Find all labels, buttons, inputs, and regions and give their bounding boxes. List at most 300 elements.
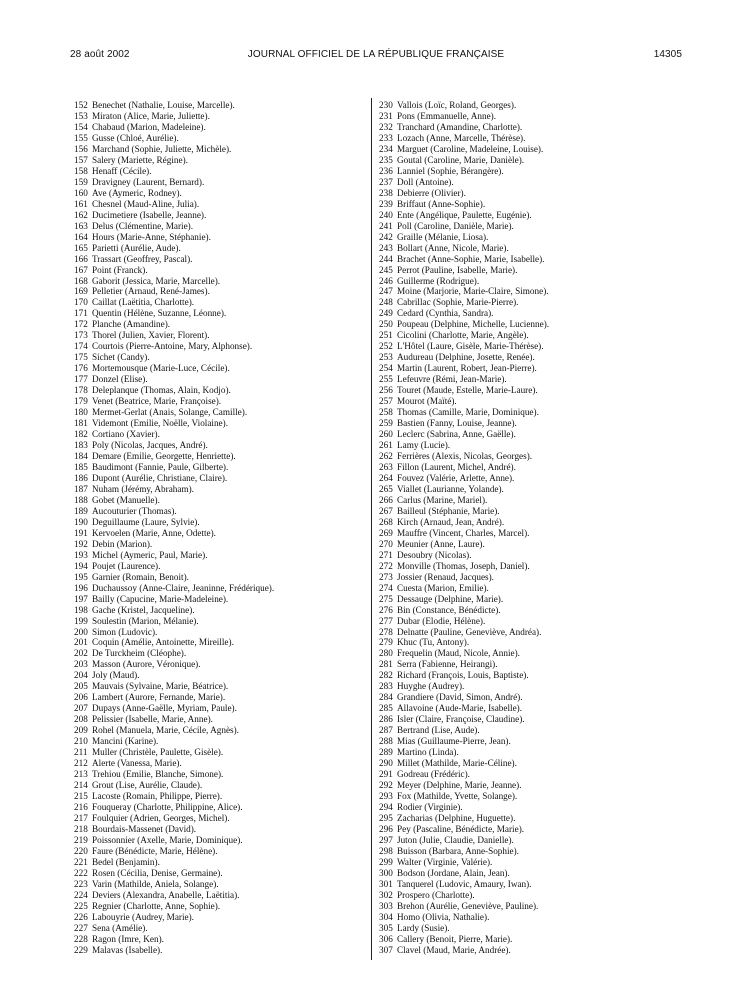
entry-name: Benechet (Nathalie, Louise, Marcelle). xyxy=(92,100,235,110)
list-item xyxy=(74,769,374,780)
entry-name: Ragon (Imre, Ken). xyxy=(92,933,164,944)
entry-name: Lardy (Susie). xyxy=(397,922,450,933)
entry-number: 296 xyxy=(379,823,393,834)
entry-number: 268 xyxy=(379,516,393,527)
entry-number: 292 xyxy=(379,780,393,791)
list-item xyxy=(379,539,679,550)
list-item xyxy=(74,572,374,583)
list-item xyxy=(379,297,679,308)
entry-name: Fox (Mathilde, Yvette, Solange). xyxy=(397,791,518,802)
entry-name: Cuesta (Marion, Emilie). xyxy=(397,582,489,593)
entry-number: 287 xyxy=(379,725,393,736)
journal-title: JOURNAL OFFICIEL DE LA RÉPUBLIQUE FRANÇAISE xyxy=(247,49,505,60)
entry-name: Simon (Ludovic). xyxy=(92,626,158,637)
list-item xyxy=(379,550,679,561)
list-item xyxy=(74,868,374,879)
entry-number: 302 xyxy=(379,889,393,900)
entry-name: Joly (Maud). xyxy=(92,670,140,681)
entry-name: Serra (Fabienne, Heirangi). xyxy=(397,659,498,670)
entry-name: Huyghe (Audrey). xyxy=(397,681,465,692)
entry-number: 204 xyxy=(74,670,88,681)
entry-number: 299 xyxy=(379,856,393,867)
list-item xyxy=(379,352,679,363)
entry-name: Ferrières (Alexis, Nicolas, Georges). xyxy=(397,451,533,461)
entry-name: Vallois (Loïc, Roland, Georges). xyxy=(397,100,517,110)
list-item xyxy=(379,341,679,352)
entry-name: Garnier (Romain, Benoit). xyxy=(92,571,189,582)
page-header xyxy=(70,49,682,63)
list-item xyxy=(379,912,679,923)
entry-number: 277 xyxy=(379,615,393,626)
entry-number: 260 xyxy=(379,429,393,440)
left-column-list xyxy=(74,100,374,956)
entry-number: 263 xyxy=(379,461,393,472)
entry-name: Kervoelen (Marie, Anne, Odette). xyxy=(92,527,216,538)
entry-number: 283 xyxy=(379,681,393,692)
entry-name: Deguillaume (Laure, Sylvie). xyxy=(92,516,200,527)
entry-number: 183 xyxy=(74,440,88,451)
entry-number: 291 xyxy=(379,769,393,780)
entry-number: 191 xyxy=(74,527,88,538)
entry-number: 185 xyxy=(74,461,88,472)
list-item xyxy=(379,221,679,232)
list-item xyxy=(379,199,679,210)
list-item xyxy=(74,155,374,166)
entry-number: 300 xyxy=(379,867,393,878)
entry-number: 172 xyxy=(74,319,88,330)
entry-number: 284 xyxy=(379,692,393,703)
entry-name: Debierre (Olivier). xyxy=(397,187,466,198)
entry-number: 194 xyxy=(74,560,88,571)
entry-name: Richard (François, Louis, Baptiste). xyxy=(397,670,529,681)
entry-number: 201 xyxy=(74,637,88,648)
entry-name: Rodier (Virginie). xyxy=(397,802,463,812)
entry-name: Leclerc (Sabrina, Anne, Gaëlle). xyxy=(397,429,516,440)
entry-number: 241 xyxy=(379,220,393,231)
entry-name: Parietti (Aurélie, Aude). xyxy=(92,242,181,253)
entry-number: 198 xyxy=(74,604,88,615)
list-item xyxy=(379,210,679,221)
entry-number: 182 xyxy=(74,429,88,440)
entry-number: 275 xyxy=(379,593,393,604)
entry-name: Miraton (Alice, Marie, Juliette). xyxy=(92,110,210,121)
list-item xyxy=(74,276,374,287)
list-item xyxy=(379,517,679,528)
list-item xyxy=(379,177,679,188)
entry-number: 265 xyxy=(379,483,393,494)
entry-number: 247 xyxy=(379,286,393,297)
entry-name: Gobet (Manuelle). xyxy=(92,494,160,505)
entry-number: 189 xyxy=(74,505,88,516)
entry-number: 303 xyxy=(379,900,393,911)
entry-name: Bastien (Fanny, Louise, Jeanne). xyxy=(397,418,517,429)
entry-number: 255 xyxy=(379,374,393,385)
entry-number: 270 xyxy=(379,538,393,549)
entry-number: 202 xyxy=(74,648,88,659)
list-item xyxy=(379,429,679,440)
entry-number: 212 xyxy=(74,758,88,769)
entry-name: Dupays (Anne-Gaëlle, Myriam, Paule). xyxy=(92,703,237,714)
entry-name: Ente (Angélique, Paulette, Eugénie). xyxy=(397,209,532,220)
entry-name: Demare (Emilie, Georgette, Henriette). xyxy=(92,451,236,461)
list-item xyxy=(74,297,374,308)
entry-number: 238 xyxy=(379,187,393,198)
list-item xyxy=(379,396,679,407)
entry-name: Lamy (Lucie). xyxy=(397,440,451,451)
entry-name: Gaborit (Jessica, Marie, Marcelle). xyxy=(92,275,221,286)
list-item xyxy=(74,133,374,144)
list-item xyxy=(74,879,374,890)
entry-name: Dupont (Aurélie, Christiane, Claire). xyxy=(92,472,228,483)
entry-number: 174 xyxy=(74,341,88,352)
entry-name: Pey (Pascaline, Bénédicte, Marie). xyxy=(397,823,525,834)
entry-number: 162 xyxy=(74,209,88,220)
list-item xyxy=(379,232,679,243)
entry-name: Thorel (Julien, Xavier, Florent). xyxy=(92,330,210,341)
entry-number: 273 xyxy=(379,571,393,582)
entry-name: Mancini (Karine). xyxy=(92,736,159,747)
entry-name: Labouyrie (Audrey, Marie). xyxy=(92,911,194,922)
entry-name: Homo (Olivia, Nathalie). xyxy=(397,911,490,922)
list-item xyxy=(74,100,374,111)
entry-number: 196 xyxy=(74,582,88,593)
list-item xyxy=(379,703,679,714)
entry-number: 164 xyxy=(74,231,88,242)
entry-number: 272 xyxy=(379,560,393,571)
list-item xyxy=(74,265,374,276)
list-item xyxy=(74,824,374,835)
list-item xyxy=(74,462,374,473)
entry-number: 152 xyxy=(74,100,88,110)
entry-name: Bin (Constance, Bénédicte). xyxy=(397,604,501,615)
list-item xyxy=(379,440,679,451)
list-item xyxy=(379,594,679,605)
entry-number: 276 xyxy=(379,604,393,615)
entry-name: Donzel (Elise). xyxy=(92,374,148,385)
entry-number: 170 xyxy=(74,297,88,308)
entry-number: 226 xyxy=(74,911,88,922)
entry-number: 161 xyxy=(74,198,88,209)
list-item xyxy=(379,495,679,506)
entry-name: Pelletier (Arnaud, René-James). xyxy=(92,286,210,297)
list-item xyxy=(74,221,374,232)
entry-name: Aucouturier (Thomas). xyxy=(92,505,177,516)
entry-name: Meunier (Anne, Laure). xyxy=(397,538,485,549)
entry-name: Tanquerel (Ludovic, Amaury, Iwan). xyxy=(397,878,532,889)
entry-name: Mortemousque (Marie-Luce, Cécile). xyxy=(92,363,230,374)
entry-number: 274 xyxy=(379,582,393,593)
entry-number: 211 xyxy=(74,747,88,758)
list-item xyxy=(379,155,679,166)
entry-number: 286 xyxy=(379,714,393,725)
entry-number: 215 xyxy=(74,791,88,802)
entry-name: Marchand (Sophie, Juliette, Michèle). xyxy=(92,143,232,154)
entry-number: 227 xyxy=(74,922,88,933)
entry-name: Audureau (Delphine, Josette, Renée). xyxy=(397,352,535,363)
list-item xyxy=(74,254,374,265)
entry-name: Foulquier (Adrien, Georges, Michel). xyxy=(92,812,230,823)
entry-name: Muller (Christèle, Paulette, Gisèle). xyxy=(92,747,224,758)
list-item xyxy=(379,868,679,879)
entry-number: 180 xyxy=(74,407,88,418)
list-item xyxy=(379,188,679,199)
entry-name: Malavas (Isabelle). xyxy=(92,944,163,955)
list-item xyxy=(74,418,374,429)
entry-name: Moine (Marjorie, Marie-Claire, Simone). xyxy=(397,286,549,297)
entry-name: Millet (Mathilde, Marie-Céline). xyxy=(397,758,517,769)
entry-name: L'Hôtel (Laure, Gisèle, Marie-Thérèse). xyxy=(397,341,544,352)
entry-number: 266 xyxy=(379,494,393,505)
column-divider xyxy=(371,98,372,960)
list-item xyxy=(379,605,679,616)
list-item xyxy=(74,166,374,177)
entry-name: Ave (Aymeric, Rodney). xyxy=(92,187,182,198)
entry-number: 306 xyxy=(379,933,393,944)
entry-number: 154 xyxy=(74,121,88,132)
entry-name: Clavel (Maud, Marie, Andrée). xyxy=(397,944,511,955)
list-item xyxy=(379,286,679,297)
entry-name: Gusse (Chloé, Aurélie). xyxy=(92,132,179,143)
list-item xyxy=(379,254,679,265)
list-item xyxy=(74,319,374,330)
entry-number: 219 xyxy=(74,834,88,845)
entry-number: 153 xyxy=(74,110,88,121)
entry-name: Sena (Amélie). xyxy=(92,922,148,933)
entry-number: 267 xyxy=(379,505,393,516)
entry-name: Delus (Clémentine, Marie). xyxy=(92,220,194,231)
entry-number: 282 xyxy=(379,670,393,681)
entry-name: Monville (Thomas, Joseph, Daniel). xyxy=(397,560,530,571)
entry-number: 216 xyxy=(74,802,88,812)
list-item xyxy=(379,418,679,429)
entry-name: Caillat (Laëtitia, Charlotte). xyxy=(92,297,195,308)
entry-number: 193 xyxy=(74,549,88,560)
entry-number: 256 xyxy=(379,385,393,396)
entry-number: 166 xyxy=(74,253,88,264)
entry-name: Bourdais-Massenet (David). xyxy=(92,823,197,834)
list-item xyxy=(74,945,374,956)
entry-number: 199 xyxy=(74,615,88,626)
entry-name: Cedard (Cynthia, Sandra). xyxy=(397,308,494,319)
list-item xyxy=(74,681,374,692)
list-item xyxy=(74,429,374,440)
entry-number: 239 xyxy=(379,198,393,209)
entry-name: Varin (Mathilde, Aniela, Solange). xyxy=(92,878,219,889)
entry-number: 195 xyxy=(74,571,88,582)
entry-number: 246 xyxy=(379,275,393,286)
entry-name: Touret (Maude, Estelle, Marie-Laure). xyxy=(397,385,538,396)
entry-number: 262 xyxy=(379,451,393,461)
entry-number: 244 xyxy=(379,253,393,264)
entry-number: 307 xyxy=(379,944,393,955)
entry-number: 281 xyxy=(379,659,393,670)
entry-name: Rosen (Cécilia, Denise, Germaine). xyxy=(92,867,223,878)
entry-number: 293 xyxy=(379,791,393,802)
entry-number: 206 xyxy=(74,692,88,703)
entry-number: 290 xyxy=(379,758,393,769)
entry-number: 214 xyxy=(74,780,88,791)
list-item xyxy=(379,243,679,254)
entry-number: 249 xyxy=(379,308,393,319)
entry-number: 175 xyxy=(74,352,88,363)
list-item xyxy=(74,923,374,934)
list-item xyxy=(74,407,374,418)
entry-number: 178 xyxy=(74,385,88,396)
entry-name: Brachet (Anne-Sophie, Marie, Isabelle). xyxy=(397,253,545,264)
entry-number: 297 xyxy=(379,834,393,845)
entry-number: 184 xyxy=(74,451,88,461)
entry-name: Hours (Marie-Anne, Stéphanie). xyxy=(92,231,211,242)
entry-number: 168 xyxy=(74,275,88,286)
entry-number: 264 xyxy=(379,472,393,483)
entry-number: 188 xyxy=(74,494,88,505)
list-item xyxy=(74,901,374,912)
list-item xyxy=(379,659,679,670)
entry-number: 217 xyxy=(74,812,88,823)
entry-name: Martin (Laurent, Robert, Jean-Pierre). xyxy=(397,363,537,374)
entry-name: Rohel (Manuela, Marie, Cécile, Agnès). xyxy=(92,725,239,736)
entry-number: 163 xyxy=(74,220,88,231)
list-item xyxy=(74,594,374,605)
entry-number: 181 xyxy=(74,418,88,429)
entry-name: Videmont (Emilie, Noëlle, Violaine). xyxy=(92,418,228,429)
entry-name: Goutal (Caroline, Marie, Danièle). xyxy=(397,154,525,165)
entry-name: Tranchard (Amandine, Charlotte). xyxy=(397,121,523,132)
entry-number: 165 xyxy=(74,242,88,253)
entry-name: Salery (Mariette, Régine). xyxy=(92,154,188,165)
list-item xyxy=(379,791,679,802)
entry-number: 225 xyxy=(74,900,88,911)
entry-name: Soulestin (Marion, Mélanie). xyxy=(92,615,199,626)
list-item xyxy=(379,144,679,155)
entry-name: Poupeau (Delphine, Michelle, Lucienne). xyxy=(397,319,550,330)
entry-number: 158 xyxy=(74,165,88,176)
entry-number: 179 xyxy=(74,396,88,407)
list-item xyxy=(74,363,374,374)
list-item xyxy=(379,846,679,857)
entry-name: Masson (Aurore, Véronique). xyxy=(92,659,201,670)
entry-name: Bailly (Capucine, Marie-Madeleine). xyxy=(92,593,229,604)
entry-number: 280 xyxy=(379,648,393,659)
entry-name: Briffaut (Anne-Sophie). xyxy=(397,198,486,209)
entry-number: 155 xyxy=(74,132,88,143)
entry-name: Michel (Aymeric, Paul, Marie). xyxy=(92,549,208,560)
entry-name: Faure (Bénédicte, Marie, Hélène). xyxy=(92,845,218,856)
entry-number: 221 xyxy=(74,856,88,867)
entry-number: 173 xyxy=(74,330,88,341)
list-item xyxy=(379,308,679,319)
list-item xyxy=(379,561,679,572)
entry-number: 289 xyxy=(379,747,393,758)
entry-name: Trehiou (Emilie, Blanche, Simone). xyxy=(92,769,224,780)
entry-number: 208 xyxy=(74,714,88,725)
list-item xyxy=(74,243,374,254)
entry-name: Deviers (Alexandra, Anabelle, Laëtitia). xyxy=(92,889,240,900)
entry-name: Point (Franck). xyxy=(92,264,148,275)
list-item xyxy=(74,747,374,758)
list-item xyxy=(379,583,679,594)
entry-number: 259 xyxy=(379,418,393,429)
list-item xyxy=(379,890,679,901)
page-number: 14305 xyxy=(653,49,682,60)
list-item xyxy=(74,484,374,495)
entry-name: Bertrand (Lise, Aude). xyxy=(397,725,480,736)
entry-name: Brehon (Aurélie, Geneviève, Pauline). xyxy=(397,900,539,911)
entry-name: Trassart (Geoffrey, Pascal). xyxy=(92,253,193,264)
entry-number: 279 xyxy=(379,637,393,648)
entry-number: 304 xyxy=(379,911,393,922)
list-item xyxy=(379,901,679,912)
entry-number: 235 xyxy=(379,154,393,165)
list-item xyxy=(379,374,679,385)
list-item xyxy=(379,670,679,681)
list-item xyxy=(74,648,374,659)
entry-name: Lanniel (Sophie, Bérangère). xyxy=(397,165,504,176)
entry-name: Bollart (Anne, Nicole, Marie). xyxy=(397,242,509,253)
list-item xyxy=(379,166,679,177)
entry-number: 230 xyxy=(379,100,393,110)
entry-number: 301 xyxy=(379,878,393,889)
entry-name: Lambert (Aurore, Fernande, Marie). xyxy=(92,692,226,703)
list-item xyxy=(379,506,679,517)
list-item xyxy=(74,583,374,594)
entry-number: 257 xyxy=(379,396,393,407)
entry-number: 278 xyxy=(379,626,393,637)
entry-number: 205 xyxy=(74,681,88,692)
list-item xyxy=(74,111,374,122)
list-item xyxy=(74,714,374,725)
list-item xyxy=(379,122,679,133)
entry-name: Doll (Antoine). xyxy=(397,176,454,187)
list-item xyxy=(379,879,679,890)
entry-name: Grout (Lise, Aurélie, Claude). xyxy=(92,780,203,791)
list-item xyxy=(74,199,374,210)
list-item xyxy=(379,330,679,341)
list-item xyxy=(74,802,374,813)
list-item xyxy=(74,440,374,451)
list-item xyxy=(379,835,679,846)
entry-name: Pons (Emmanuelle, Anne). xyxy=(397,110,497,121)
list-item xyxy=(379,945,679,956)
entry-number: 220 xyxy=(74,845,88,856)
entry-name: Godreau (Frédéric). xyxy=(397,769,470,780)
list-item xyxy=(74,385,374,396)
entry-name: Perrot (Pauline, Isabelle, Marie). xyxy=(397,264,518,275)
list-item xyxy=(379,363,679,374)
entry-name: Chesnel (Maud-Aline, Julia). xyxy=(92,198,200,209)
list-item xyxy=(379,572,679,583)
entry-number: 207 xyxy=(74,703,88,714)
list-item xyxy=(74,232,374,243)
entry-name: Sichet (Candy). xyxy=(92,352,150,363)
list-item xyxy=(379,923,679,934)
list-item xyxy=(379,407,679,418)
entry-name: Marguet (Caroline, Madeleine, Louise). xyxy=(397,143,544,154)
entry-name: Kirch (Arnaud, Jean, André). xyxy=(397,516,505,527)
list-item xyxy=(74,725,374,736)
entry-name: Martino (Linda). xyxy=(397,747,459,758)
entry-name: Coquin (Amélie, Antoinette, Mireille). xyxy=(92,637,234,648)
list-item xyxy=(74,144,374,155)
entry-number: 240 xyxy=(379,209,393,220)
entry-number: 236 xyxy=(379,165,393,176)
list-item xyxy=(74,934,374,945)
list-item xyxy=(74,495,374,506)
list-item xyxy=(379,484,679,495)
list-item xyxy=(74,539,374,550)
list-item xyxy=(74,835,374,846)
entry-number: 167 xyxy=(74,264,88,275)
